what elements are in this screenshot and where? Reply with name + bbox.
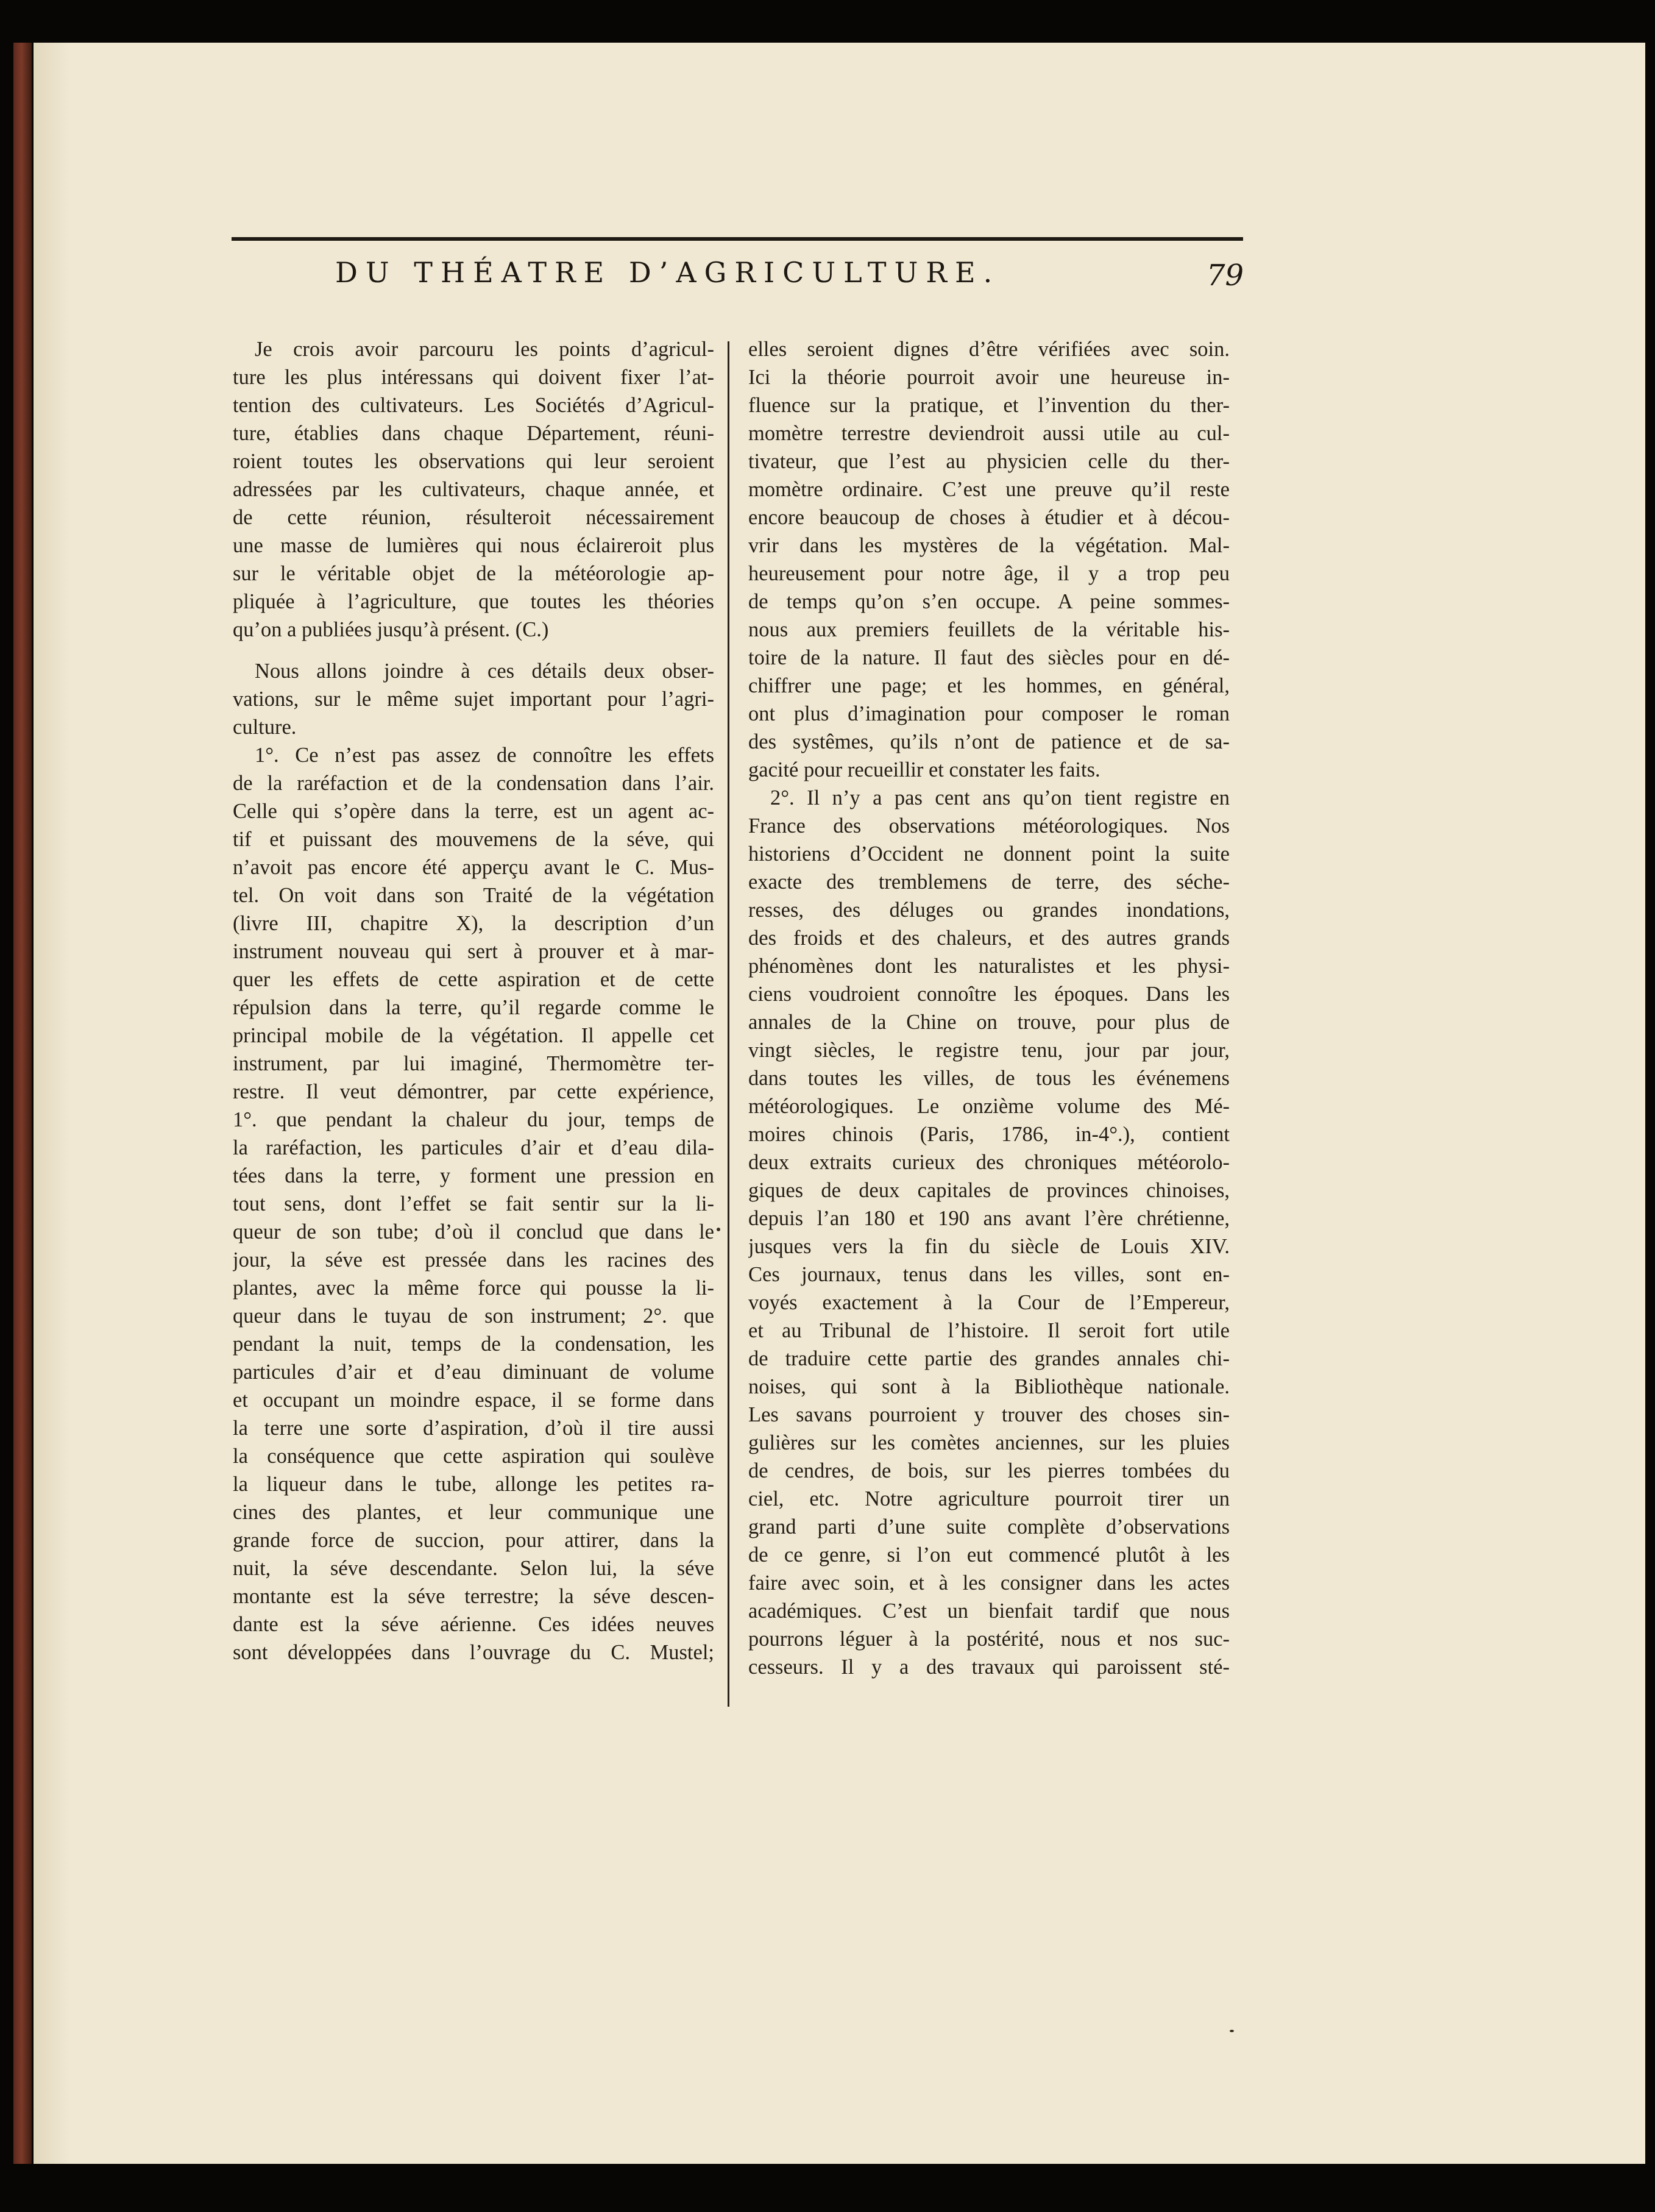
text-line: de traduire cette partie des grandes annales chi- (748, 1347, 1230, 1370)
right-column (748, 335, 1230, 1681)
text-line: Les savans pourroient y trouver des choses sin- (748, 1403, 1230, 1426)
text-line: (livre III, chapitre X), la description d’un (233, 912, 714, 935)
header-rule (232, 237, 1243, 241)
text-line: nuit, la séve descendante. Selon lui, la séve (233, 1557, 714, 1580)
text-line: 1°. que pendant la chaleur du jour, temps de (233, 1108, 714, 1131)
text-line: Nous allons joindre à ces détails deux obser- (255, 660, 714, 683)
text-line: n’avoit pas encore été apperçu avant le C. Mus- (233, 856, 714, 879)
text-line: académiques. C’est un bienfait tardif que nous (748, 1599, 1230, 1623)
text-line: plantes, avec la même force qui pousse la li- (233, 1276, 714, 1300)
text-line: quer les effets de cette aspiration et de cette (233, 968, 714, 991)
text-line: répulsion dans la terre, qu’il regarde comme le (233, 996, 714, 1019)
text-line: pliquée à l’agriculture, que toutes les théories (233, 590, 714, 613)
text-line: resses, des déluges ou grandes inondations, (748, 898, 1230, 922)
text-line: grande force de succion, pour attirer, dans la (233, 1529, 714, 1552)
text-line: tention des cultivateurs. Les Sociétés d’Agricul- (233, 394, 714, 417)
text-line: gulières sur les comètes anciennes, sur les pluies (748, 1431, 1230, 1454)
text-line: voyés exactement à la Cour de l’Empereur, (748, 1291, 1230, 1314)
text-line: de cendres, de bois, sur les pierres tombées du (748, 1459, 1230, 1482)
text-line: tif et puissant des mouvemens de la séve, qui (233, 828, 714, 851)
ink-speck (717, 1228, 720, 1231)
text-line: de cette réunion, résulteroit nécessairement (233, 506, 714, 529)
text-line: météorologiques. Le onzième volume des Mé- (748, 1095, 1230, 1118)
text-line: qu’on a publiées jusqu’à présent. (C.) (233, 618, 549, 641)
text-line: vingt siècles, le registre tenu, jour par jour, (748, 1039, 1230, 1062)
text-line: exacte des tremblemens de terre, des séche- (748, 870, 1230, 894)
text-line: elles seroient dignes d’être vérifiées avec soin. (748, 338, 1230, 361)
text-line: faire avec soin, et à les consigner dans les actes (748, 1571, 1230, 1595)
text-line: tel. On voit dans son Traité de la végétation (233, 884, 714, 907)
text-line: culture. (233, 716, 297, 739)
text-line: et occupant un moindre espace, il se forme dans (233, 1389, 714, 1412)
text-line: depuis l’an 180 et 190 ans avant l’ère chrétienne, (748, 1207, 1230, 1230)
text-line: moires chinois (Paris, 1786, in-4°.), contient (748, 1123, 1230, 1146)
text-line: noises, qui sont à la Bibliothèque nationale. (748, 1375, 1230, 1398)
text-line: vations, sur le même sujet important pour l’agri- (233, 688, 714, 711)
text-line: des froids et des chaleurs, et des autres grands (748, 926, 1230, 950)
text-line: deux extraits curieux des chroniques météorolo- (748, 1151, 1230, 1174)
text-line: heureusement pour notre âge, il y a trop peu (748, 562, 1230, 585)
text-line: adressées par les cultivateurs, chaque année, et (233, 478, 714, 501)
text-line: dante est la séve aérienne. Ces idées neuves (233, 1613, 714, 1636)
page-number: 79 (1207, 258, 1244, 293)
text-line: cesseurs. Il y a des travaux qui paroissent sté- (748, 1655, 1230, 1679)
text-line: sur le véritable objet de la météorologie ap- (233, 562, 714, 585)
text-line: pendant la nuit, temps de la condensation, les (233, 1332, 714, 1356)
left-column (233, 335, 714, 1666)
text-line: et au Tribunal de l’histoire. Il seroit fort utile (748, 1319, 1230, 1342)
text-line: de ce genre, si l’on eut commencé plutôt à les (748, 1543, 1230, 1567)
text-line: ciel, etc. Notre agriculture pourroit tirer un (748, 1487, 1230, 1510)
text-line: pourrons léguer à la postérité, nous et nos suc- (748, 1627, 1230, 1651)
text-line: particules d’air et d’eau diminuant de volume (233, 1360, 714, 1384)
text-line: annales de la Chine on trouve, pour plus de (748, 1011, 1230, 1034)
text-line: vrir dans les mystères de la végétation. Mal- (748, 534, 1230, 557)
text-line: France des observations météorologiques. Nos (748, 814, 1230, 838)
text-line: gacité pour recueillir et constater les faits. (748, 758, 1100, 781)
text-line: grand parti d’une suite complète d’observations (748, 1515, 1230, 1538)
text-line: tout sens, dont l’effet se fait sentir sur la li- (233, 1192, 714, 1215)
running-title: DU THÉATRE D’AGRICULTURE. (335, 256, 1001, 289)
text-line: Ici la théorie pourroit avoir une heureuse in- (748, 366, 1230, 389)
text-line: 1°. Ce n’est pas assez de connoître les effets (255, 744, 714, 767)
text-line: ciens voudroient connoître les époques. Dans les (748, 983, 1230, 1006)
text-line: Je crois avoir parcouru les points d’agricul- (255, 338, 714, 361)
text-line: Ces journaux, tenus dans les villes, sont en- (748, 1263, 1230, 1286)
text-line: historiens d’Occident ne donnent point la suite (748, 842, 1230, 866)
text-line: queur dans le tuyau de son instrument; 2°. que (233, 1304, 714, 1328)
text-line: la liqueur dans le tube, allonge les petites ra- (233, 1473, 714, 1496)
text-line: Celle qui s’opère dans la terre, est un agent ac- (233, 800, 714, 823)
text-line: tées dans la terre, y forment une pression en (233, 1164, 714, 1187)
text-line: toire de la nature. Il faut des siècles pour en dé- (748, 646, 1230, 669)
text-line: encore beaucoup de choses à étudier et à décou- (748, 506, 1230, 529)
text-line: ont plus d’imagination pour composer le roman (748, 702, 1230, 725)
text-line: jusques vers la fin du siècle de Louis XIV. (748, 1235, 1230, 1258)
text-line: dans toutes les villes, de tous les événemens (748, 1067, 1230, 1090)
text-line: fluence sur la pratique, et l’invention du ther- (748, 394, 1230, 417)
text-line: roient toutes les observations qui leur seroient (233, 450, 714, 473)
text-line: giques de deux capitales de provinces chinoises, (748, 1179, 1230, 1202)
text-line: la terre une sorte d’aspiration, d’où il tire aussi (233, 1417, 714, 1440)
text-line: momètre terrestre deviendroit aussi utile au cul- (748, 422, 1230, 445)
text-line: tivateur, que l’est au physicien celle du ther- (748, 450, 1230, 473)
text-line: instrument nouveau qui sert à prouver et à mar- (233, 940, 714, 963)
text-line: instrument, par lui imaginé, Thermomètre ter- (233, 1052, 714, 1075)
text-line: restre. Il veut démontrer, par cette expérience, (233, 1080, 714, 1103)
text-line: 2°. Il n’y a pas cent ans qu’on tient registre en (770, 786, 1230, 809)
text-line: la conséquence que cette aspiration qui soulève (233, 1445, 714, 1468)
text-line: phénomènes dont les naturalistes et les physi- (748, 955, 1230, 978)
text-line: jour, la séve est pressée dans les racines des (233, 1248, 714, 1271)
text-line: des systêmes, qu’ils n’ont de patience et de sa- (748, 730, 1230, 753)
text-line: principal mobile de la végétation. Il appelle cet (233, 1024, 714, 1047)
text-line: queur de son tube; d’où il conclud que dans le (233, 1220, 714, 1243)
text-line: la raréfaction, les particules d’air et d’eau dila- (233, 1136, 714, 1159)
text-line: de temps qu’on s’en occupe. A peine sommes- (748, 590, 1230, 613)
column-divider (728, 341, 729, 1707)
text-line: nous aux premiers feuillets de la véritable his- (748, 618, 1230, 641)
ink-speck (1230, 2030, 1234, 2032)
text-line: sont développées dans l’ouvrage du C. Mustel; (233, 1641, 714, 1664)
binding-edge (13, 43, 32, 2164)
text-line: une masse de lumières qui nous éclaireroit plus (233, 534, 714, 557)
text-line: momètre ordinaire. C’est une preuve qu’il reste (748, 478, 1230, 501)
text-line: ture, établies dans chaque Département, réuni- (233, 422, 714, 445)
text-line: montante est la séve terrestre; la séve descen- (233, 1585, 714, 1608)
text-line: ture les plus intéressans qui doivent fixer l’at- (233, 366, 714, 389)
text-line: chiffrer une page; et les hommes, en général, (748, 674, 1230, 697)
text-line: de la raréfaction et de la condensation dans l’air. (233, 772, 714, 795)
text-line: cines des plantes, et leur communique une (233, 1501, 714, 1524)
